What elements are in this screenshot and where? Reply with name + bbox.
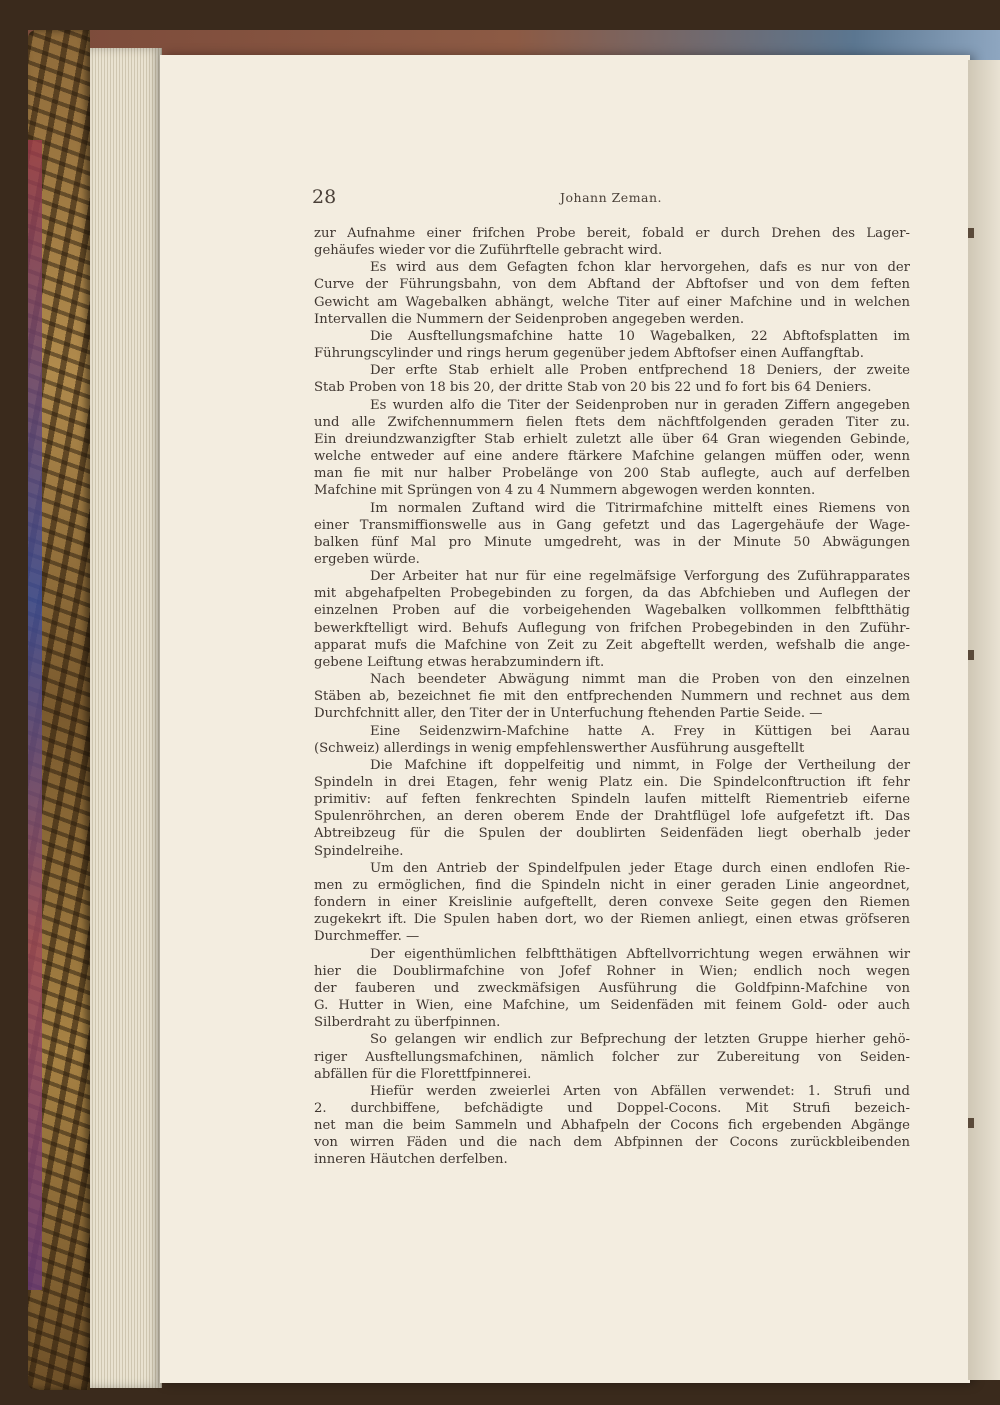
text-line: Spulenröhrchen, an deren oberem Ende der Drahtflügel lofe aufgefetzt ift. Das <box>314 809 910 825</box>
text-line: Der Arbeiter hat nur für eine regelmäfsige Verforgung des Zuführapparates <box>370 569 910 585</box>
text-line: hier die Doublirmafchine von Jofef Rohner in Wien; endlich noch wegen <box>314 963 910 979</box>
text-line: Es wird aus dem Gefagten fchon klar hervorgehen, dafs es nur von der <box>370 260 910 276</box>
text-line: Die Ausftellungsmafchine hatte 10 Wagebalken, 22 Abftofsplatten im <box>370 328 910 344</box>
text-line: bewerkftelligt wird. Behufs Auflegung von frifchen Probegebinden in den Zuführ- <box>314 620 910 636</box>
text-line: zugekekrt ift. Die Spulen haben dort, wo der Riemen anliegt, einen etwas gröfseren <box>314 912 910 928</box>
text-line: Führungscylinder und rings herum gegenüber jedem Abftofser einen Auffangftab. <box>314 346 864 362</box>
text-line: von wirren Fäden und die nach dem Abfpinnen der Cocons zurückbleibenden <box>314 1135 910 1151</box>
margin-mark <box>968 650 974 660</box>
text-line: Es wurden alfo die Titer der Seidenproben nur in geraden Ziffern angegeben <box>370 397 910 413</box>
text-line: Eine Seidenzwirn-Mafchine hatte A. Frey in Küttigen bei Aarau <box>370 723 910 739</box>
text-line: apparat mufs die Mafchine von Zeit zu Zeit abgeftellt werden, wefshalb die ange- <box>314 637 910 653</box>
text-line: man fie mit nur halber Probelänge von 200 Stab auflegte, auch auf derfelben <box>314 466 910 482</box>
text-line: Mafchine mit Sprüngen von 4 zu 4 Nummern abgewogen werden konnten. <box>314 483 816 499</box>
running-title: Johann Zeman. <box>560 190 663 205</box>
text-line: welche entweder auf eine andere ftärkere Mafchine gelangen müffen oder, wenn <box>314 449 910 465</box>
text-line: ergeben würde. <box>314 551 420 567</box>
text-line: Die Mafchine ift doppelfeitig und nimmt, in Folge der Vertheilung der <box>370 757 910 773</box>
page-number: 28 <box>312 186 337 208</box>
text-line: (Schweiz) allerdings in wenig empfehlenswerther Ausführung ausgeftellt <box>314 740 805 756</box>
text-line: Der erfte Stab erhielt alle Proben entfprechend 18 Deniers, der zweite <box>370 363 910 379</box>
text-line: Spindeln in drei Etagen, fehr wenig Platz ein. Die Spindelconftruction ift fehr <box>314 775 910 790</box>
text-line: mit abgehafpelten Probegebinden zu forgen, da das Abfchieben und Auflegen der <box>314 586 910 602</box>
cover-binding-strip <box>28 140 42 1290</box>
body-text <box>314 225 910 1169</box>
text-line: Im normalen Zuftand wird die Titrirmafchine mittelft eines Riemens von <box>370 500 910 516</box>
text-line: Durchfchnitt aller, den Titer der in Unterfuchung ftehenden Partie Seide. — <box>314 706 823 722</box>
text-line: Stab Proben von 18 bis 20, der dritte Stab von 20 bis 22 und fo fort bis 64 Deniers. <box>314 380 872 396</box>
text-line: primitiv: auf feften fenkrechten Spindeln laufen mittelft Riementrieb eiferne <box>314 792 910 808</box>
text-line: Silberdraht zu überfpinnen. <box>314 1015 501 1031</box>
text-line: gebene Leiftung etwas herabzumindern ift. <box>314 654 605 670</box>
text-line: inneren Häutchen derfelben. <box>314 1152 508 1168</box>
text-line: Gewicht am Wagebalken abhängt, welche Titer auf einer Mafchine und in welchen <box>314 294 910 310</box>
text-line: gehäufes wieder vor die Zuführftelle gebracht wird. <box>314 243 663 259</box>
text-line: Curve der Führungsbahn, von dem Abftand der Abftofser und von dem feften <box>314 277 910 293</box>
text-line: der fauberen und zweckmäfsigen Ausführung die Goldfpinn-Mafchine von <box>314 980 910 996</box>
text-line: riger Ausftellungsmafchinen, nämlich folcher zur Zubereitung von Seiden- <box>314 1049 910 1065</box>
text-line: So gelangen wir endlich zur Befprechung der letzten Gruppe hierher gehö- <box>370 1032 910 1048</box>
text-line: Intervallen die Nummern der Seidenproben angegeben werden. <box>314 311 745 327</box>
text-line: fondern in einer Kreislinie aufgeftellt, deren convexe Seite gegen den Riemen <box>314 895 910 911</box>
margin-mark <box>968 228 974 238</box>
margin-mark <box>968 1118 974 1128</box>
text-line: balken fünf Mal pro Minute umgedreht, was in der Minute 50 Abwägungen <box>314 534 910 550</box>
text-line: abfällen für die Florettfpinnerei. <box>314 1066 532 1082</box>
text-line: Abtreibzeug für die Spulen der doublirten Seidenfäden liegt oberhalb jeder <box>314 826 910 842</box>
text-line: 2. durchbiffene, befchädigte und Doppel-Cocons. Mit Strufi bezeich- <box>314 1100 910 1116</box>
text-line: und alle Zwifchennummern fielen ftets dem nächftfolgenden geraden Titer zu. <box>314 414 910 430</box>
text-line: Spindelreihe. <box>314 843 404 859</box>
text-line: einzelnen Proben auf die vorbeigehenden Wagebalken vollkommen felbftthätig <box>314 603 910 619</box>
text-line: men zu ermöglichen, find die Spindeln nicht in einer geraden Linie angeordnet, <box>314 877 910 893</box>
text-line: Der eigenthümlichen felbftthätigen Abftellvorrichtung wegen erwähnen wir <box>370 946 910 962</box>
facing-page-gutter <box>968 60 1000 1380</box>
text-line: einer Transmiffionswelle aus in Gang gefetzt und das Lagergehäufe der Wage- <box>314 517 910 533</box>
text-line: Stäben ab, bezeichnet fie mit den entfprechenden Nummern und rechnet aus dem <box>314 689 910 705</box>
text-line: G. Hutter in Wien, eine Mafchine, um Seidenfäden mit feinem Gold- oder auch <box>314 998 910 1014</box>
text-line: net man die beim Sammeln und Abhafpeln der Cocons fich ergebenden Abgänge <box>314 1118 910 1134</box>
text-line: Durchmeffer. — <box>314 929 420 945</box>
page-edges <box>90 48 162 1388</box>
text-line: Hiefür werden zweierlei Arten von Abfällen verwendet: 1. Strufi und <box>370 1083 910 1099</box>
running-head <box>312 186 912 210</box>
text-line: Um den Antrieb der Spindelfpulen jeder Etage durch einen endlofen Rie- <box>370 860 910 876</box>
text-line: Ein dreiundzwanzigfter Stab erhielt zuletzt alle über 64 Gran wiegenden Gebinde, <box>314 431 910 447</box>
text-line: zur Aufnahme einer frifchen Probe bereit, fobald er durch Drehen des Lager- <box>314 226 910 241</box>
text-line: Nach beendeter Abwägung nimmt man die Proben von den einzelnen <box>370 672 910 688</box>
